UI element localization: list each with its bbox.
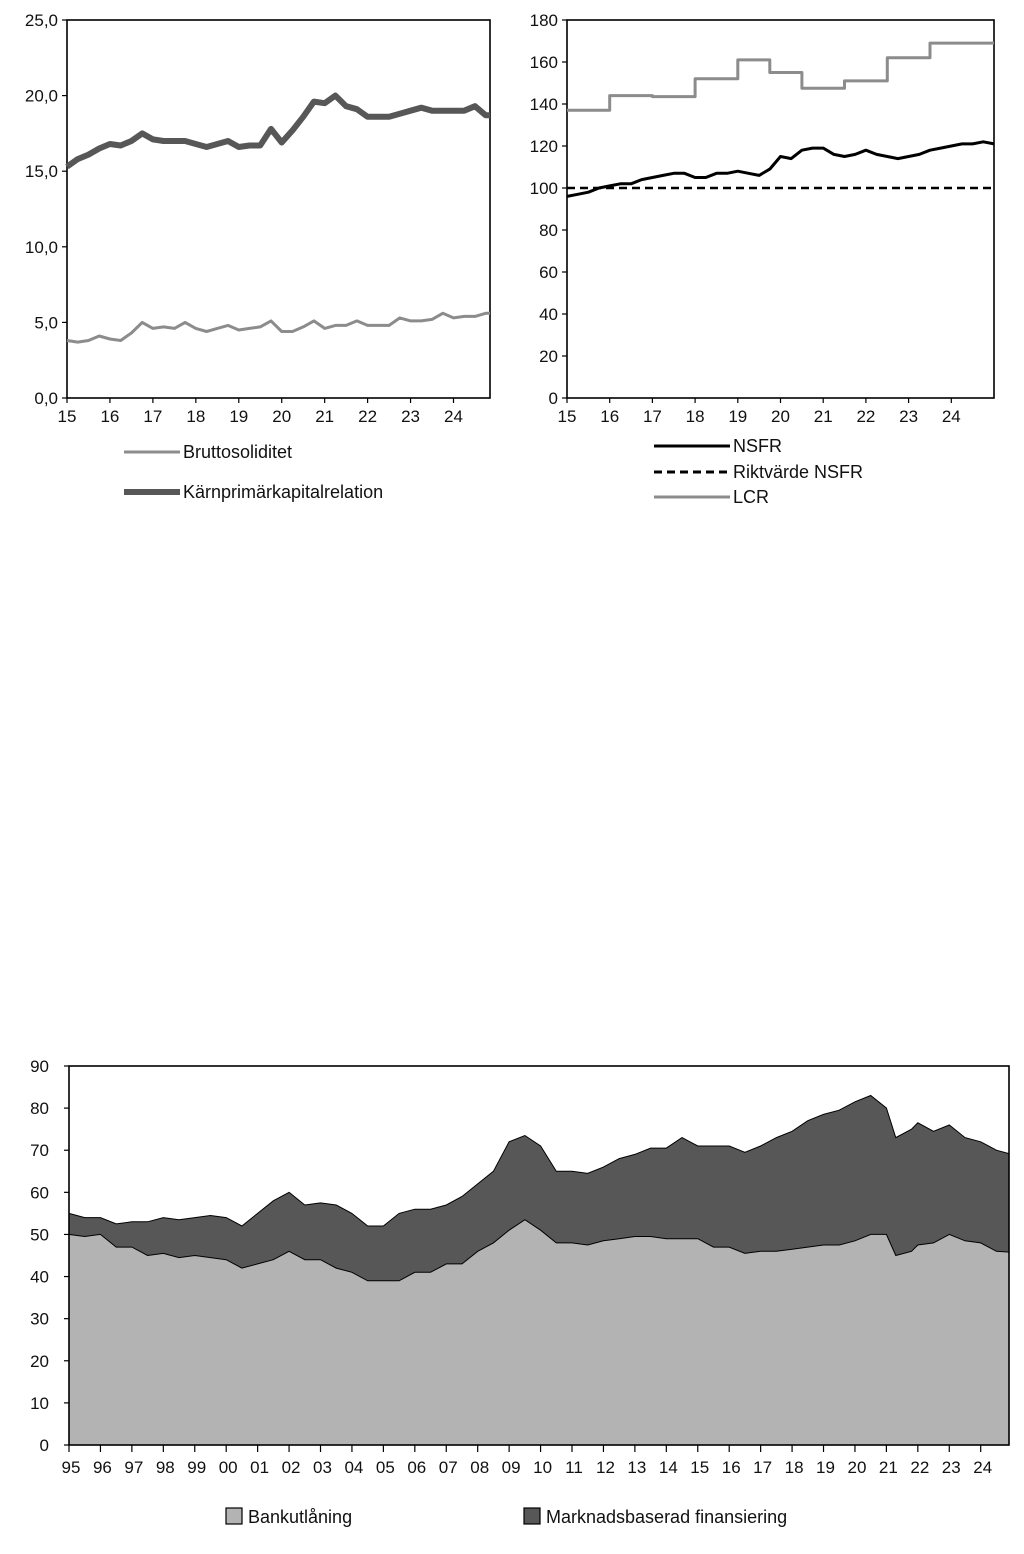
- x-tick-label: 96: [92, 1458, 112, 1477]
- legend-swatch: [524, 1508, 540, 1524]
- legend-label: NSFR: [733, 436, 782, 456]
- y-tick-label: 120: [529, 137, 558, 156]
- x-tick-label: 08: [470, 1458, 490, 1477]
- x-tick-label: 24: [444, 407, 463, 426]
- y-tick-label: 40: [539, 305, 558, 324]
- x-tick-label: 01: [250, 1458, 270, 1477]
- chart-b-frame: [567, 20, 994, 398]
- y-tick-label: 60: [30, 1183, 49, 1203]
- y-tick-label: 20,0: [24, 86, 58, 106]
- x-tick-label: 06: [407, 1458, 427, 1477]
- x-tick-label: 10: [533, 1458, 553, 1477]
- x-tick-label: 19: [816, 1458, 835, 1477]
- y-tick-label: 15,0: [24, 162, 58, 182]
- x-tick-label: 20: [847, 1458, 867, 1477]
- x-tick-label: 22: [358, 407, 378, 426]
- x-tick-label: 21: [315, 407, 335, 426]
- y-tick-label: 20: [539, 347, 558, 366]
- x-tick-label: 23: [941, 1458, 961, 1477]
- legend-label: Bankutlåning: [248, 1507, 353, 1527]
- y-tick-label: 40: [30, 1267, 49, 1287]
- x-tick-label: 12: [595, 1458, 615, 1477]
- x-tick-label: 09: [501, 1458, 521, 1477]
- x-tick-label: 02: [281, 1458, 301, 1477]
- chart-a-frame: [67, 20, 490, 398]
- x-tick-label: 97: [124, 1458, 144, 1477]
- x-tick-label: 20: [272, 407, 292, 426]
- x-tick-label: 17: [642, 407, 662, 426]
- y-tick-label: 30: [30, 1309, 49, 1329]
- y-tick-label: 10,0: [24, 237, 58, 257]
- y-tick-label: 0,0: [34, 389, 58, 408]
- x-tick-label: 13: [627, 1458, 647, 1477]
- x-tick-label: 16: [600, 407, 620, 426]
- y-tick-label: 180: [529, 11, 558, 30]
- y-tick-label: 100: [529, 179, 558, 198]
- y-tick-label: 160: [529, 53, 558, 72]
- x-tick-label: 11: [565, 1458, 583, 1477]
- x-tick-label: 18: [186, 407, 206, 426]
- y-tick-label: 80: [539, 221, 558, 240]
- x-tick-label: 03: [313, 1458, 332, 1477]
- y-tick-label: 50: [30, 1225, 49, 1245]
- x-tick-label: 24: [973, 1458, 993, 1477]
- y-tick-label: 5,0: [34, 313, 58, 333]
- x-tick-label: 22: [856, 407, 876, 426]
- legend-label: Bruttosoliditet: [183, 442, 293, 462]
- legend-label: Kärnprimärkapitalrelation: [183, 482, 384, 502]
- funding-area-chart: [30, 1057, 1009, 1527]
- x-tick-label: 19: [728, 407, 748, 426]
- x-tick-label: 04: [344, 1458, 364, 1477]
- x-tick-label: 14: [658, 1458, 678, 1477]
- y-tick-label: 70: [30, 1141, 49, 1161]
- x-tick-label: 23: [899, 407, 919, 426]
- x-tick-label: 22: [910, 1458, 930, 1477]
- x-tick-label: 05: [375, 1458, 395, 1477]
- y-tick-label: 20: [30, 1351, 49, 1371]
- y-tick-label: 140: [529, 95, 558, 114]
- y-tick-label: 0: [548, 389, 558, 408]
- x-tick-label: 21: [878, 1458, 898, 1477]
- x-tick-label: 95: [61, 1458, 81, 1477]
- y-tick-label: 25,0: [24, 11, 58, 30]
- x-tick-label: 98: [155, 1458, 175, 1477]
- x-tick-label: 07: [438, 1458, 458, 1477]
- x-tick-label: 18: [685, 407, 705, 426]
- y-tick-label: 60: [539, 263, 558, 282]
- x-tick-label: 23: [401, 407, 421, 426]
- x-tick-label: 17: [143, 407, 163, 426]
- x-tick-label: 24: [941, 407, 961, 426]
- x-tick-label: 15: [557, 407, 577, 426]
- legend-swatch: [226, 1508, 242, 1524]
- legend-label: LCR: [733, 487, 770, 507]
- capital-ratio-chart: [25, 11, 490, 502]
- x-tick-label: 15: [690, 1458, 710, 1477]
- x-tick-label: 19: [229, 407, 249, 426]
- y-tick-label: 80: [30, 1099, 49, 1119]
- x-tick-label: 21: [813, 407, 833, 426]
- x-tick-label: 16: [100, 407, 120, 426]
- legend-label: Riktvärde NSFR: [733, 462, 864, 482]
- x-tick-label: 15: [57, 407, 77, 426]
- series-line-0: [67, 313, 490, 342]
- y-tick-label: 0: [39, 1436, 49, 1455]
- x-tick-label: 99: [187, 1458, 207, 1477]
- legend-label: Marknadsbaserad finansiering: [546, 1507, 788, 1527]
- x-tick-label: 20: [771, 407, 790, 426]
- liquidity-chart: [530, 11, 994, 507]
- y-tick-label: 10: [30, 1393, 49, 1413]
- x-tick-label: 18: [784, 1458, 804, 1477]
- series-line-2: [567, 43, 994, 110]
- series-line-1: [67, 96, 490, 167]
- y-tick-label: 90: [30, 1057, 49, 1076]
- x-tick-label: 00: [218, 1458, 238, 1477]
- x-tick-label: 16: [721, 1458, 741, 1477]
- x-tick-label: 17: [753, 1458, 773, 1477]
